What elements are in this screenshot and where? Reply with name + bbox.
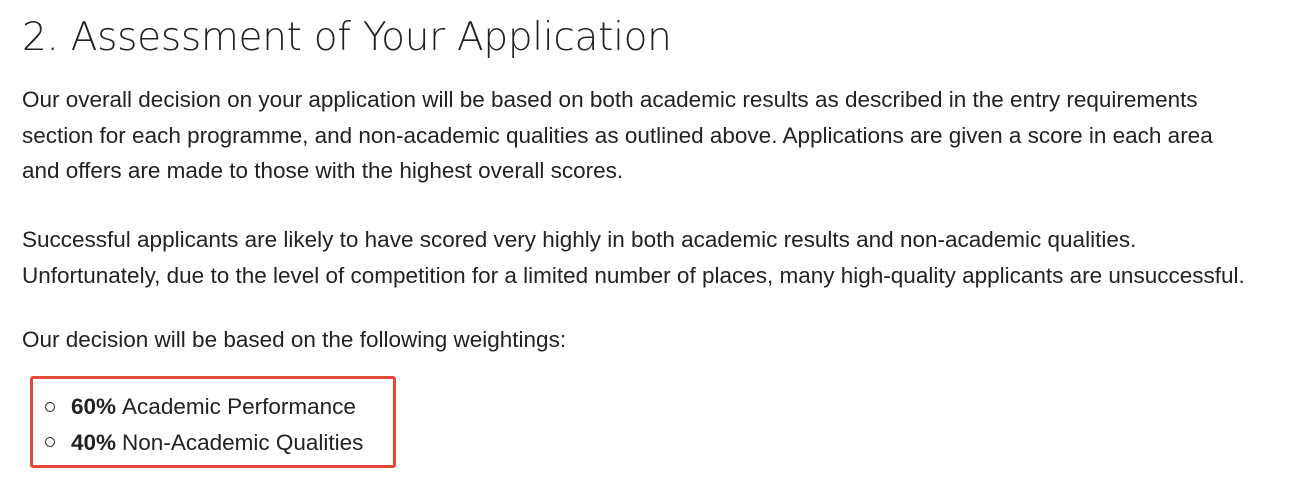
circle-bullet-icon: [45, 402, 55, 412]
list-item: [45, 425, 363, 461]
weighting-percent: 40%: [71, 429, 117, 455]
list-item: [45, 389, 363, 425]
paragraph-line: Our decision will be based on the following weightings:: [22, 327, 567, 352]
weighting-label: Non-Academic Qualities: [122, 429, 364, 455]
circle-bullet-icon: [45, 437, 55, 447]
paragraph-line: Successful applicants are likely to have scored very highly in both academic results and non-academic qualities.: [22, 227, 1137, 252]
weighting-percent: 60%: [71, 394, 117, 419]
successful-applicants-paragraph: [22, 222, 1245, 293]
weightings-intro-paragraph: [22, 322, 566, 358]
paragraph-line: section for each programme, and non-academic qualities as outlined above. Applications are given a score in each area: [22, 122, 1213, 148]
weighting-label: Academic Performance: [122, 394, 356, 419]
paragraph-line: Unfortunately, due to the level of competition for a limited number of places, many high-quality applicants are unsuccessful.: [22, 262, 1245, 288]
paragraph-line: Our overall decision on your application will be based on both academic results as described in the entry requirements: [22, 87, 1198, 112]
weightings-list: [45, 389, 363, 460]
paragraph-line: and offers are made to those with the highest overall scores.: [22, 158, 624, 183]
decision-paragraph: [22, 82, 1213, 189]
section-heading: 2. Assessment of Your Application: [22, 15, 672, 60]
